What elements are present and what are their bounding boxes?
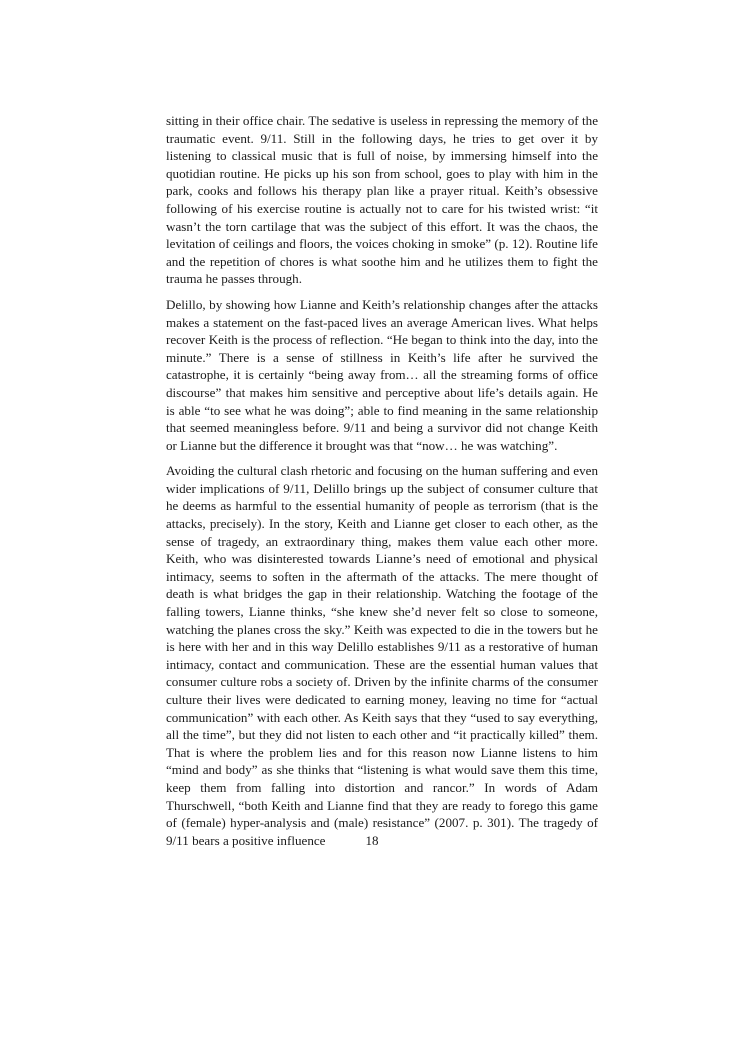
paragraph-1: sitting in their office chair. The sedative is useless in repressing the memory of the traumatic event. 9/11. Still in the following days, he tries to get over it by listening to classical music that is full of noise, by immersing himself into the quotidian routine. He picks up his son from school, goes to play with him in the park, cooks and follows his therapy plan like a prayer ritual. Keith’s obsessive following of his exercise routine is actually not to care for his twisted wrist: “it wasn’t the torn cartilage that was the subject of this effort. It was the chaos, the levitation of ceilings and floors, the voices choking in smoke” (p. 12). Routine life and the repetition of chores is what soothe him and he utilizes them to fight the trauma he passes through.: [166, 113, 598, 287]
page-number: 18: [365, 833, 379, 848]
paragraph-2: Delillo, by showing how Lianne and Keith’s relationship changes after the attacks makes a statement on the fast-paced lives an average American lives. What helps recover Keith is the process of reflection. “He began to think into the day, into the minute.” There is a sense of stillness in Keith’s life after he survived the catastrophe, it is certainly “being away from… all the streaming forms of office discourse” that makes him sensitive and perceptive about life’s details again. He is able “to see what he was doing”; able to find meaning in the same relationship that seemed meaningless before. 9/11 and being a survivor did not change Keith or Lianne but the difference it brought was that “now… he was watching”.: [166, 296, 598, 453]
paragraph-3: Avoiding the cultural clash rhetoric and focusing on the human suffering and even wider implications of 9/11, Delillo brings up the subject of consumer culture that he deems as harmful to the essential humanity of people as terrorism (that is the attacks, precisely). In the story, Keith and Lianne get closer to each other, as the sense of tragedy, an extraordinary thing, makes them value each other more. Keith, who was disinterested towards Lianne’s need of emotional and physical intimacy, seems to soften in the aftermath of the attacks. The mere thought of death is what bridges the gap in their relationship. Watching the footage of the falling towers, Lianne thinks, “she knew she’d never felt so close to someone, watching the planes cross the sky.” Keith was expected to die in the towers but he is here with her and in this way Delillo establishes 9/11 as a restorative of human intimacy, contact and communication. These are the essential human values that consumer culture robs a society of. Driven by the infinite charms of the consumer culture their lives were dedicated to earning money, leaving no time for “actual communication” with each other. As Keith says that they “used to say everything, all the time”, but they did not listen to each other and “it practically killed” them. That is where the problem lies and for this reason now Lianne listens to him “mind and body” as she thinks that “listening is what would save them this time, keep them from falling into distortion and rancor.” In words of Adam Thurschwell, “both Keith and Lianne find that they are ready to forego this game of (female) hyper-analysis and (male) resistance” (2007. p. 301). The tragedy of 9/11 bears a positive influence: [166, 463, 598, 848]
body-text: [166, 112, 598, 857]
